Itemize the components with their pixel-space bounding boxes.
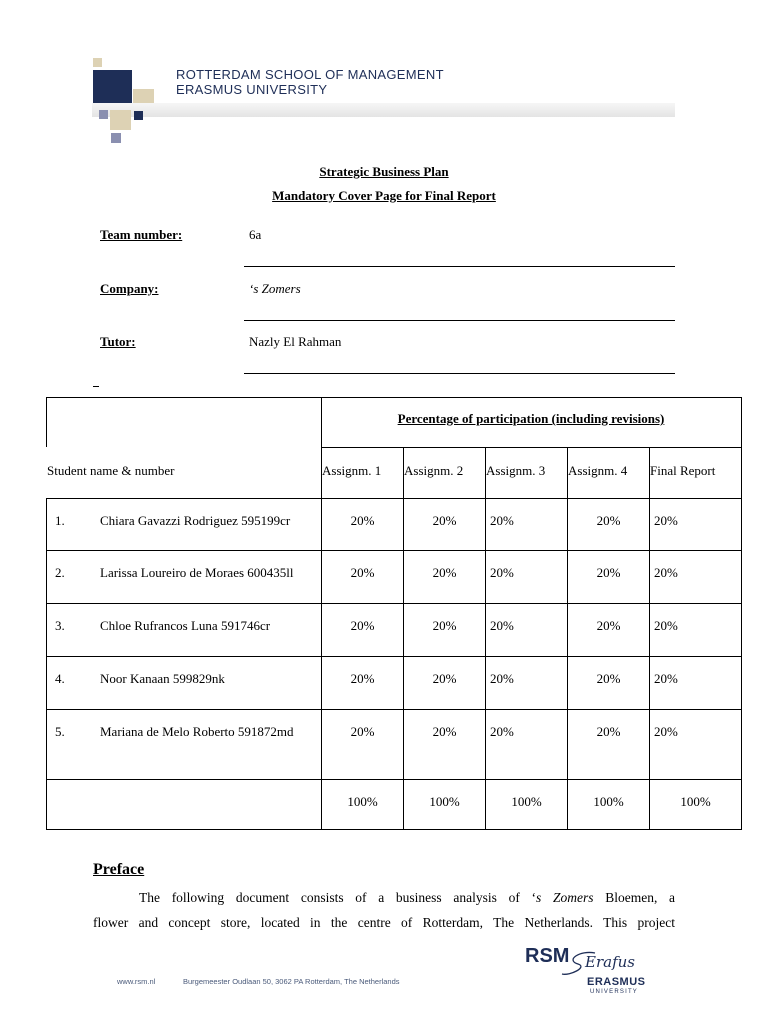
table-cell: 20% — [432, 618, 457, 633]
table-col-header: Assignm. 2 — [404, 463, 464, 478]
total-cell: 100% — [680, 794, 711, 809]
company-value: ‘s Zomers — [249, 281, 301, 296]
preface-line-1 — [93, 890, 675, 906]
table-cell: 20% — [490, 671, 514, 686]
team-number-underline — [244, 266, 675, 267]
table-cell: 20% — [596, 671, 621, 686]
row-number: 2. — [55, 565, 65, 580]
table-cell: 20% — [654, 671, 678, 686]
table-border-bottom — [46, 829, 742, 830]
company-underline — [244, 320, 675, 321]
table-cell: 20% — [350, 618, 375, 633]
table-col-header: Final Report — [650, 463, 716, 478]
rsm-logo-script: Erafus — [585, 953, 635, 971]
table-col-header: Assignm. 1 — [322, 463, 382, 478]
table-cell: 20% — [654, 724, 678, 739]
rsm-logo-text: RSM — [525, 945, 570, 967]
table-col-line — [403, 447, 404, 829]
document-title: Strategic Business Plan — [319, 164, 449, 179]
table-cell: 20% — [654, 513, 678, 528]
table-row-line — [46, 779, 742, 780]
preface-line-2: flower and concept store, located in the centre of Rotterdam, The Netherlands. This project — [93, 915, 675, 930]
table-border-left — [46, 498, 47, 829]
table-col-line — [485, 447, 486, 829]
table-cell: 20% — [350, 565, 375, 580]
table-col-line — [321, 397, 322, 829]
team-number-label: Team number: — [100, 227, 183, 242]
table-cell: 20% — [490, 618, 514, 633]
student-name: Larissa Loureiro de Moraes 600435ll — [100, 565, 294, 580]
preface-text-c: Bloemen, a — [593, 890, 676, 905]
footer-address: Burgemeester Oudlaan 50, 3062 PA Rotterdam, The Netherlands — [183, 977, 400, 986]
institution-name-line2: ERASMUS UNIVERSITY — [176, 82, 328, 97]
row-number: 1. — [55, 513, 65, 528]
stray-mark — [93, 386, 99, 387]
table-cell: 20% — [596, 565, 621, 580]
logo-square-gray-2 — [111, 133, 121, 143]
table-row-line — [46, 550, 742, 551]
preface-company-name: s Zomers — [536, 890, 594, 905]
table-name-header: Student name & number — [47, 463, 175, 478]
rsm-logo-sub2: UNIVERSITY — [590, 989, 639, 995]
student-name: Chloe Rufrancos Luna 591746cr — [100, 618, 271, 633]
table-row-line — [46, 603, 742, 604]
table-cell: 20% — [432, 513, 457, 528]
table-cell: 20% — [596, 513, 621, 528]
table-cell: 20% — [654, 618, 678, 633]
table-border-left — [46, 397, 47, 447]
logo-square-gray — [99, 110, 108, 119]
row-number: 3. — [55, 618, 65, 633]
table-cell: 20% — [596, 724, 621, 739]
table-row-line — [46, 656, 742, 657]
table-cell: 20% — [432, 671, 457, 686]
header-bar — [92, 103, 675, 117]
tutor-label: Tutor: — [100, 334, 136, 349]
student-name: Chiara Gavazzi Rodriguez 595199cr — [100, 513, 291, 528]
student-name: Mariana de Melo Roberto 591872md — [100, 724, 294, 739]
row-number: 5. — [55, 724, 65, 739]
table-col-header: Assignm. 3 — [486, 463, 546, 478]
company-label: Company: — [100, 281, 159, 296]
document-subtitle: Mandatory Cover Page for Final Report — [272, 188, 496, 203]
table-col-header: Assignm. 4 — [568, 463, 628, 478]
table-cell: 20% — [432, 565, 457, 580]
table-cell: 20% — [490, 513, 514, 528]
tutor-underline — [244, 373, 675, 374]
logo-square-navy — [93, 70, 132, 107]
team-number-value: 6a — [249, 227, 262, 242]
footer-website: www.rsm.nl — [117, 977, 156, 986]
total-cell: 100% — [593, 794, 624, 809]
preface-text-a: The following document consists of a business analysis of ‘ — [139, 890, 537, 905]
table-cell: 20% — [350, 671, 375, 686]
table-cell: 20% — [654, 565, 678, 580]
table-cell: 20% — [490, 724, 514, 739]
table-row-line — [46, 498, 742, 499]
rsm-logo-sub: ERASMUS — [587, 976, 646, 988]
logo-square-small — [93, 58, 102, 67]
institution-name-line1: ROTTERDAM SCHOOL OF MANAGEMENT — [176, 67, 444, 82]
student-name: Noor Kanaan 599829nk — [100, 671, 225, 686]
table-row-line — [46, 709, 742, 710]
table-col-line — [649, 447, 650, 829]
total-cell: 100% — [429, 794, 460, 809]
table-border-right — [741, 397, 742, 829]
table-cell: 20% — [596, 618, 621, 633]
table-border-top — [46, 397, 742, 398]
table-group-header: Percentage of participation (including revisions) — [397, 411, 665, 426]
table-cell: 20% — [490, 565, 514, 580]
table-col-line — [567, 447, 568, 829]
total-cell: 100% — [347, 794, 378, 809]
row-number: 4. — [55, 671, 65, 686]
tutor-value: Nazly El Rahman — [249, 334, 342, 349]
preface-heading: Preface — [93, 861, 145, 878]
table-header-divider — [321, 447, 742, 448]
table-cell: 20% — [432, 724, 457, 739]
total-cell: 100% — [511, 794, 542, 809]
table-cell: 20% — [350, 724, 375, 739]
logo-square-beige-2 — [110, 110, 131, 130]
logo-square-navy-small — [134, 111, 143, 120]
table-cell: 20% — [350, 513, 375, 528]
